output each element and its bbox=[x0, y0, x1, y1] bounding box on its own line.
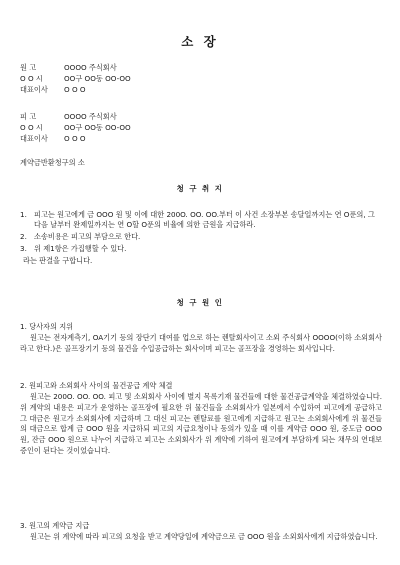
party-value: OO구 OO동 OO-OO bbox=[64, 123, 131, 132]
defendant-row bbox=[20, 133, 131, 144]
claim-number: 2. bbox=[20, 232, 27, 241]
claim-item bbox=[20, 232, 382, 242]
party-value: O O O bbox=[64, 134, 86, 143]
cause-heading: 청 구 원 인 bbox=[176, 298, 224, 307]
cause-section-heading: 1. 당사자의 지위 bbox=[20, 322, 74, 331]
party-value: O O O bbox=[64, 85, 86, 94]
claim-footer: 라는 판결을 구합니다. bbox=[23, 256, 93, 265]
defendant-row bbox=[20, 122, 131, 133]
party-value: OO구 OO동 OO-OO bbox=[64, 74, 131, 83]
claim-text: 소송비용은 피고의 부담으로 한다. bbox=[34, 232, 141, 241]
plaintiff-block bbox=[20, 62, 131, 95]
party-label: 원 고 bbox=[20, 63, 37, 72]
cause-section-3 bbox=[20, 521, 382, 543]
cause-section-body: 원고는 위 계약에 따라 피고의 요청을 받고 계약당일에 계약금으로 금 OOO 원을 소외회사에게 지급하였습니다. bbox=[30, 532, 378, 541]
case-name: 계약금반환청구의 소 bbox=[20, 158, 85, 167]
party-label: 피 고 bbox=[20, 112, 37, 121]
party-label: O O 시 bbox=[20, 74, 43, 83]
claim-number: 3. bbox=[20, 244, 27, 253]
defendant-block bbox=[20, 111, 131, 144]
claim-item bbox=[20, 244, 382, 254]
party-label: 대표이사 bbox=[20, 85, 48, 94]
claim-number: 1. bbox=[20, 210, 27, 219]
claim-text: 위 제1항은 가집행할 수 있다. bbox=[34, 244, 127, 253]
cause-section-2 bbox=[20, 381, 382, 457]
party-value: OOOO 주식회사 bbox=[64, 112, 117, 121]
plaintiff-row bbox=[20, 84, 131, 95]
party-label: O O 시 bbox=[20, 123, 43, 132]
claim-item bbox=[20, 210, 382, 230]
cause-section-body: 원고는 200O. OO. OO. 피고 및 소외회사 사이에 별지 목록기재 물건들에 대한 물건공급계약을 체결하였습니다. 위 계약의 내용은 피고가 운영하는 골프장에 필요한 위 물건들을 소외회사가 일본에서 수입하여 피고에게 공급하고 그 대금은 원고가 소외회사에 지급하며 그 대신 피고는 렌탈료를 원고에게 지급하고 원고는 소외회사에게 위 물건들의 대금으로 합계 금 OOO 원을 지급하되 피고의 지급요청이나 동의가 있을 때 이를 계약금 OOO 원, 중도금 OOO 원, 잔금 OOO 원으로 나누어 지급하고 피고는 소외회사가 위 계약에 기하여 원고에게 부담하게 되는 채무의 연대보증인이 된다는 것이었습니다. bbox=[20, 392, 382, 455]
document-title: 소 장 bbox=[181, 34, 219, 49]
claim-text: 피고는 원고에게 금 OOO 원 및 이에 대한 200O. OO. OO.부터 이 사건 소장부본 송달일까지는 연 O푼의, 그 다음 날부터 완제일까지는 연 O할 O푼의 비율에 의한 금원을 지급하라. bbox=[34, 210, 375, 229]
claim-heading: 청 구 취 지 bbox=[176, 184, 224, 193]
plaintiff-row bbox=[20, 62, 131, 73]
party-label: 대표이사 bbox=[20, 134, 48, 143]
defendant-row bbox=[20, 111, 131, 122]
cause-section-heading: 3. 원고의 계약금 지급 bbox=[20, 521, 90, 530]
party-value: OOOO 주식회사 bbox=[64, 63, 117, 72]
cause-section-heading: 2. 원피고와 소외회사 사이의 물건공급 계약 체결 bbox=[20, 381, 173, 390]
cause-section-body: 원고는 전자계측기, OA기기 등의 장단기 대여를 업으로 하는 렌탈회사이고 소외 주식회사 OOOO(이하 소외회사라고 한다.)은 골프장기기 등의 물건을 수입공급하는 회사이며 피고는 골프장을 경영하는 회사입니다. bbox=[20, 333, 382, 353]
plaintiff-row bbox=[20, 73, 131, 84]
cause-section-1 bbox=[20, 322, 382, 355]
claims-list bbox=[20, 210, 382, 265]
